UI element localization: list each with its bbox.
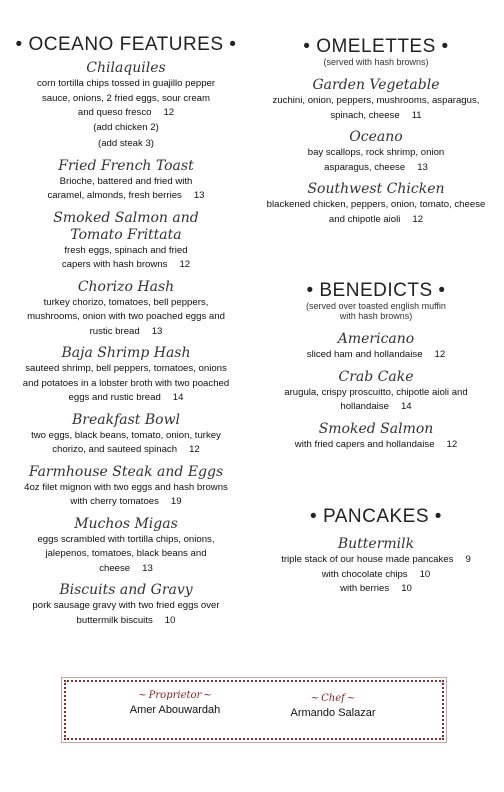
- item-description: [260, 386, 492, 415]
- section-note: (served over toasted english muffin with hash browns): [306, 301, 446, 321]
- item-desc-text: turkey chorizo, tomatoes, bell peppers, mushrooms, onion with two poached eggs and rustic bread: [27, 296, 225, 337]
- menu-item-muchos-migas: [0, 516, 252, 577]
- item-name: Baja Shrimp Hash: [61, 345, 191, 361]
- item-name: Farmhouse Steak and Eggs: [28, 463, 224, 480]
- menu-item-biscuits-gravy: [0, 582, 252, 628]
- item-desc-text: two eggs, black beans, tomato, onion, turkey chorizo, and sauteed spinach: [31, 429, 221, 455]
- item-desc-text: pork sausage gravy with two fried eggs over buttermilk biscuits: [32, 600, 220, 626]
- proprietor-name: Amer Abouwardah: [129, 704, 221, 716]
- item-description: [0, 296, 252, 340]
- item-addon: (add steak 3): [98, 138, 154, 149]
- item-price: 12: [189, 444, 200, 455]
- section-title-pancakes: • PANCAKES •: [310, 506, 442, 527]
- chef-block: [268, 693, 398, 719]
- menu-item-crab-cake: [260, 369, 492, 415]
- item-desc-text: blackened chicken, peppers, onion, tomato, cheese and chipotle aioli: [266, 199, 486, 225]
- item-name: Garden Vegetable: [312, 77, 440, 93]
- menu-item-chorizo-hash: [0, 279, 252, 340]
- item-addon: [260, 568, 492, 583]
- item-desc-text: with fried capers and hollandaise: [294, 438, 435, 450]
- item-price: 9: [465, 554, 471, 565]
- pancakes-section: [260, 506, 492, 597]
- item-price: 11: [411, 109, 422, 121]
- item-price: 12: [446, 438, 458, 450]
- menu-item-smoked-salmon-benedict: [260, 421, 492, 453]
- section-title-text: OMELETTES: [316, 36, 436, 57]
- item-name: Southwest Chicken: [307, 181, 445, 197]
- item-name: Chorizo Hash: [77, 278, 175, 295]
- addon-text: with berries: [340, 583, 390, 594]
- chef-role: ~ Chef ~: [268, 693, 398, 704]
- item-price: 13: [142, 562, 153, 574]
- section-title-benedicts: • BENEDICTS •: [306, 280, 446, 301]
- item-price: 12: [179, 259, 191, 270]
- item-description: [0, 175, 252, 204]
- menu-item-farmhouse-steak-eggs: [0, 464, 252, 510]
- item-description: [260, 553, 492, 568]
- item-desc-text: zuchini, onion, peppers, mushrooms, asparagus, spinach, cheese: [272, 95, 480, 121]
- item-desc-text: sliced ham and hollandaise: [306, 349, 423, 360]
- benedicts-section: [260, 280, 492, 452]
- section-note: (served with hash browns): [323, 57, 429, 67]
- item-name: Smoked Salmon: [318, 420, 434, 437]
- item-price: 10: [164, 614, 176, 626]
- item-name: Chilaquiles: [86, 60, 166, 76]
- section-title-omelettes: • OMELETTES •: [303, 36, 449, 57]
- item-name: Buttermilk: [337, 536, 415, 552]
- proprietor-block: [100, 690, 250, 716]
- item-name: Americano: [337, 331, 415, 347]
- item-desc-text: arugula, crispy proscuitto, chipotle aioli and hollandaise: [284, 386, 468, 412]
- item-description: [0, 429, 252, 458]
- item-price: 12: [412, 213, 424, 225]
- item-description: [0, 599, 252, 628]
- item-addon: (add chicken 2): [93, 121, 159, 133]
- item-description: [0, 244, 252, 273]
- menu-item-buttermilk: [260, 536, 492, 597]
- item-desc-text: 4oz filet mignon with two eggs and hash browns with cherry tomatoes: [24, 481, 228, 507]
- menu-item-baja-shrimp-hash: [0, 345, 252, 406]
- item-description: [260, 146, 492, 175]
- item-name: Oceano: [349, 129, 403, 145]
- menu-item-fried-french-toast: [0, 158, 252, 204]
- section-title-oceano-features: • OCEANO FEATURES •: [15, 34, 237, 55]
- item-desc-text: eggs scrambled with tortilla chips, onions, jalepenos, tomatoes, black beans and cheese: [37, 533, 215, 574]
- addon-text: with chocolate chips: [321, 568, 408, 580]
- item-price: 13: [193, 190, 205, 201]
- item-desc-text: Brioche, battered and fried with caramel, almonds, fresh berries: [47, 175, 193, 201]
- menu-item-breakfast-bowl: [0, 412, 252, 458]
- item-price: 12: [163, 107, 175, 118]
- section-title-text: PANCAKES: [322, 506, 430, 527]
- item-desc-text: triple stack of our house made pancakes: [281, 554, 454, 565]
- item-name: Muchos Migas: [74, 515, 178, 532]
- menu-item-smoked-salmon-frittata: [0, 210, 252, 273]
- proprietor-role: ~ Proprietor ~: [100, 690, 250, 701]
- item-price: 13: [151, 325, 163, 337]
- item-description: [0, 77, 252, 121]
- oceano-features-section: [0, 34, 252, 628]
- item-name: Crab Cake: [338, 368, 414, 385]
- item-description: [0, 481, 252, 510]
- item-price: 12: [434, 349, 446, 360]
- item-name: Biscuits and Gravy: [59, 582, 193, 598]
- item-name: Fried French Toast: [58, 157, 194, 174]
- menu-item-garden-vegetable: [260, 77, 492, 123]
- item-price: 14: [400, 401, 412, 412]
- item-description: [0, 362, 252, 406]
- item-description: [260, 94, 492, 123]
- menu-item-chilaquiles: [0, 60, 252, 152]
- menu-item-southwest-chicken: [260, 181, 492, 227]
- item-description: [260, 198, 492, 227]
- menu-item-americano: [260, 331, 492, 363]
- section-title-text: OCEANO FEATURES: [28, 34, 224, 55]
- item-description: [260, 438, 492, 453]
- item-price: 19: [170, 496, 182, 507]
- addon-price: 10: [401, 583, 412, 594]
- item-name: Breakfast Bowl: [71, 411, 181, 428]
- item-addon: [260, 582, 492, 597]
- item-desc-text: sauteed shrimp, bell peppers, tomatoes, onions and potatoes in a lobster broth with two poached eggs and rustic bread: [22, 363, 230, 403]
- omelettes-section: [260, 36, 492, 227]
- item-description: [0, 533, 252, 577]
- item-price: 13: [417, 161, 428, 173]
- item-description: [260, 348, 492, 363]
- item-desc-text: fresh eggs, spinach and fried capers with hash browns: [61, 244, 188, 270]
- menu-item-oceano-omelette: [260, 129, 492, 175]
- item-name: Smoked Salmon and Tomato Frittata: [53, 209, 199, 243]
- chef-name: Armando Salazar: [290, 707, 376, 719]
- addon-price: 10: [419, 568, 431, 580]
- item-desc-text: bay scallops, rock shrimp, onion asparagus, cheese: [307, 147, 445, 173]
- item-desc-text: corn tortilla chips tossed in guajillo pepper sauce, onions, 2 fried eggs, sour cream and queso fresco: [36, 78, 216, 118]
- item-price: 14: [172, 392, 184, 403]
- section-title-text: BENEDICTS: [319, 280, 433, 301]
